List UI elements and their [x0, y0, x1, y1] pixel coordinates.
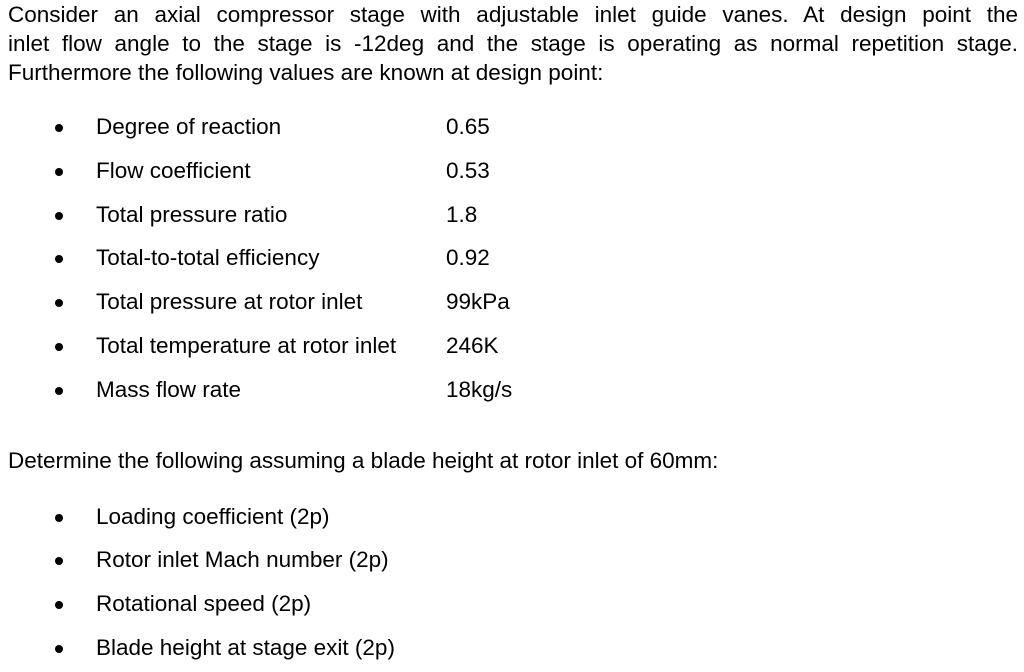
known-value: 0.92	[446, 245, 490, 270]
bullet-icon	[55, 299, 63, 307]
bullet-icon	[55, 212, 63, 220]
known-value: 246K	[446, 333, 499, 358]
intro-line-1: Consider an axial compressor stage with adjustable inlet guide vanes. At design point the	[8, 2, 1018, 27]
bullet-icon	[55, 255, 63, 263]
bullet-icon	[55, 601, 63, 609]
bullet-icon	[55, 645, 63, 653]
question-label: Rotational speed (2p)	[96, 591, 312, 616]
question-label: Rotor inlet Mach number (2p)	[96, 547, 389, 572]
known-value-label: Degree of reaction	[96, 114, 282, 139]
known-value: 0.65	[446, 114, 490, 139]
known-value-label: Flow coefficient	[96, 158, 251, 183]
intro-line-3: Furthermore the following values are known at design point:	[8, 60, 604, 85]
bullet-icon	[55, 514, 63, 522]
bullet-icon	[55, 343, 63, 351]
known-value: 0.53	[446, 158, 490, 183]
known-value-label: Mass flow rate	[96, 377, 242, 402]
bullet-icon	[55, 168, 63, 176]
bullet-icon	[55, 124, 63, 132]
question-label: Blade height at stage exit (2p)	[96, 635, 395, 660]
bullet-icon	[55, 387, 63, 395]
known-value-label: Total pressure at rotor inlet	[96, 289, 363, 314]
known-value: 18kg/s	[446, 377, 513, 402]
task-statement: Determine the following assuming a blade height at rotor inlet of 60mm:	[8, 448, 719, 473]
bullet-icon	[55, 557, 63, 565]
known-value-label: Total temperature at rotor inlet	[96, 333, 397, 358]
known-value-label: Total pressure ratio	[96, 202, 288, 227]
known-value: 1.8	[446, 202, 478, 227]
known-value-label: Total-to-total efficiency	[96, 245, 320, 270]
intro-line-2: inlet flow angle to the stage is -12deg and the stage is operating as normal repetition stage.	[8, 31, 1018, 56]
known-value: 99kPa	[446, 289, 510, 314]
problem-intro	[8, 0, 1018, 87]
question-label: Loading coefficient (2p)	[96, 504, 330, 529]
